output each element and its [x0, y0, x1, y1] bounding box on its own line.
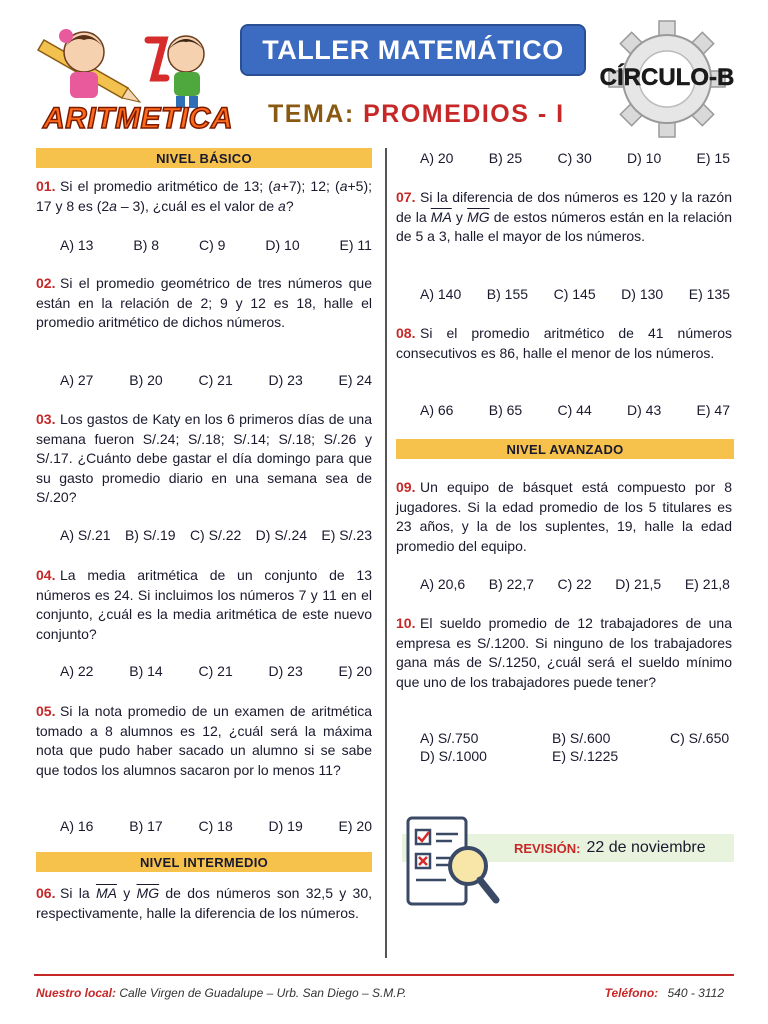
column-divider [385, 148, 387, 958]
option: C) S/.650 [670, 730, 730, 746]
option: A) 20 [420, 150, 454, 166]
option: C) 22 [557, 576, 592, 592]
revision-label: REVISIÓN: [514, 840, 581, 856]
address-label: Nuestro local: [36, 986, 117, 1000]
option: E) 11 [339, 237, 372, 253]
option: B) 20 [129, 372, 163, 388]
option: A) 27 [60, 372, 94, 388]
option: A) 140 [420, 286, 462, 302]
option: D) S/.1000 [420, 748, 487, 764]
phone-label: Teléfono: [604, 986, 659, 1000]
problem-text: Si la $\overline{MA}$ y $\overline{MG}$ de dos números son 32,5 y 30, respectivamente, halle la diferencia de los números. [36, 885, 373, 921]
option: C) 30 [557, 150, 592, 166]
option: D) 23 [268, 372, 303, 388]
problem-text: La media aritmética de un conjunto de 13 números es 24. Si incluimos los números 7 y 11 en el conjunto, ¿cuál es la media aritmética de este nuevo conjunto? [36, 567, 372, 642]
option: E) 20 [338, 818, 372, 834]
option: B) 65 [488, 402, 523, 418]
problem-05 [36, 702, 372, 780]
phone-value: 540 - 3112 [667, 986, 724, 1000]
revision-date: 22 de noviembre [586, 839, 706, 856]
options-04 [60, 663, 372, 679]
option: D) S/.24 [255, 527, 308, 543]
footer-divider [34, 974, 734, 976]
problem-text: Si la diferencia de dos números es 120 y la razón de la $\overline{MA}$ y $\overline{MG}$ de estos números están en la relación de 5 a 3, halle el mayor de los números. [396, 189, 732, 245]
tema-heading [268, 100, 565, 129]
options-01 [60, 237, 372, 253]
option: B) 14 [129, 663, 163, 679]
problem-01 [36, 177, 372, 216]
option: C) 21 [198, 663, 233, 679]
problem-text: Si el promedio aritmético de 13; (a+7); 12; (a+5); 17 y 8 es (2a – 3), ¿cuál es el valor de a? [36, 178, 372, 214]
option: A) 66 [420, 402, 454, 418]
problem-number: 01. [36, 178, 56, 194]
option: A) 16 [60, 818, 94, 834]
option: C) S/.22 [189, 527, 242, 543]
problem-text: Un equipo de básquet está compuesto por 8 jugadores. Si la edad promedio de los 5 titulares es 23 años, y la de los suplentes, 19, halle la edad promedio del equipo. [396, 479, 732, 554]
option: B) 8 [133, 237, 160, 253]
options-08 [420, 402, 730, 418]
option: D) 21,5 [615, 576, 662, 592]
circulo-b-logo [598, 20, 736, 138]
option: C) 9 [199, 237, 226, 253]
problem-text: Los gastos de Katy en los 6 primeros días de una semana fueron S/.24; S/.18; S/.14; S/.18; S/.26 y S/.17. ¿Cuánto debe gastar el día domingo para que su gasto promedio diario en una semana sea de S/.20? [36, 411, 372, 506]
options-07 [420, 286, 730, 302]
option: B) 25 [488, 150, 523, 166]
aritmetica-logo [36, 18, 236, 140]
option: A) S/.21 [60, 527, 111, 543]
problem-number: 09. [396, 479, 416, 495]
problem-number: 02. [36, 275, 56, 291]
problem-08 [396, 324, 732, 363]
logo-text: ARITMETICA [43, 102, 233, 135]
address-value: Calle Virgen de Guadalupe – Urb. San Diego – S.M.P. [119, 986, 407, 1000]
problem-number: 06. [36, 885, 56, 901]
option: B) S/.600 [552, 730, 611, 746]
problem-03 [36, 410, 372, 508]
option: B) 17 [129, 818, 163, 834]
problem-number: 03. [36, 411, 56, 427]
problem-number: 05. [36, 703, 56, 719]
option: E) 20 [338, 663, 372, 679]
footer-phone [605, 986, 724, 1000]
problem-number: 07. [396, 189, 416, 205]
options-09 [420, 576, 730, 592]
option: E) S/.1225 [552, 748, 619, 764]
option: D) 19 [268, 818, 303, 834]
problem-text: Si el promedio aritmético de 41 números consecutivos es 86, halle el menor de los números. [396, 325, 732, 361]
option: C) 44 [557, 402, 592, 418]
option: C) 21 [198, 372, 233, 388]
footer-address [36, 986, 406, 1000]
option: B) 22,7 [488, 576, 534, 592]
option: D) 43 [627, 402, 662, 418]
problem-number: 04. [36, 567, 56, 583]
level-avanzado: NIVEL AVANZADO [396, 439, 734, 459]
tema-value: PROMEDIOS - I [363, 100, 565, 128]
option: A) S/.750 [420, 730, 479, 746]
option: E) 21,8 [684, 576, 730, 592]
problem-text: El sueldo promedio de 12 trabajadores de una empresa es S/.1200. Si ninguno de los trabajadores gana más de S/.1250, ¿cuál será el sueldo mínimo que uno de los trabajadores puede tener? [396, 615, 732, 690]
problem-10 [396, 614, 732, 692]
checklist-magnifier-icon [402, 814, 502, 930]
option: D) 10 [265, 237, 300, 253]
option: B) 155 [486, 286, 529, 302]
option: D) 10 [627, 150, 662, 166]
option: D) 130 [621, 286, 664, 302]
problem-02 [36, 274, 372, 333]
options-02 [60, 372, 372, 388]
option: A) 13 [60, 237, 94, 253]
options-06 [420, 150, 730, 166]
option: E) 135 [688, 286, 730, 302]
circulo-b-badge: CÍRCULO-B [599, 64, 735, 91]
level-intermedio: NIVEL INTERMEDIO [36, 852, 372, 872]
option: D) 23 [268, 663, 303, 679]
problem-06 [36, 884, 372, 923]
option: C) 145 [553, 286, 596, 302]
option: E) S/.23 [321, 527, 372, 543]
problem-text: Si la nota promedio de un examen de aritmética tomado a 8 alumnos es 12, ¿cuál será la máxima nota que pudo haber sacado un alumno si se sabe que todos los alumnos sacaron por lo menos 11? [36, 703, 372, 778]
option: E) 24 [338, 372, 372, 388]
option: A) 22 [60, 663, 94, 679]
level-basico: NIVEL BÁSICO [36, 148, 372, 168]
option: C) 18 [198, 818, 233, 834]
option: E) 47 [696, 402, 730, 418]
problem-07 [396, 188, 732, 247]
problem-number: 08. [396, 325, 416, 341]
problem-04 [36, 566, 372, 644]
tema-label: TEMA: [268, 100, 355, 128]
option: E) 15 [696, 150, 730, 166]
option: A) 20,6 [420, 576, 466, 592]
problem-09 [396, 478, 732, 556]
options-05 [60, 818, 372, 834]
options-03 [60, 527, 372, 543]
options-10 [420, 730, 732, 764]
option: B) S/.19 [124, 527, 176, 543]
page-title: TALLER MATEMÁTICO [240, 24, 586, 76]
problem-number: 10. [396, 615, 416, 631]
problem-text: Si el promedio geométrico de tres números que están en la relación de 2; 9 y 12 es 18, halle el promedio aritmético de dichos números. [36, 275, 372, 331]
